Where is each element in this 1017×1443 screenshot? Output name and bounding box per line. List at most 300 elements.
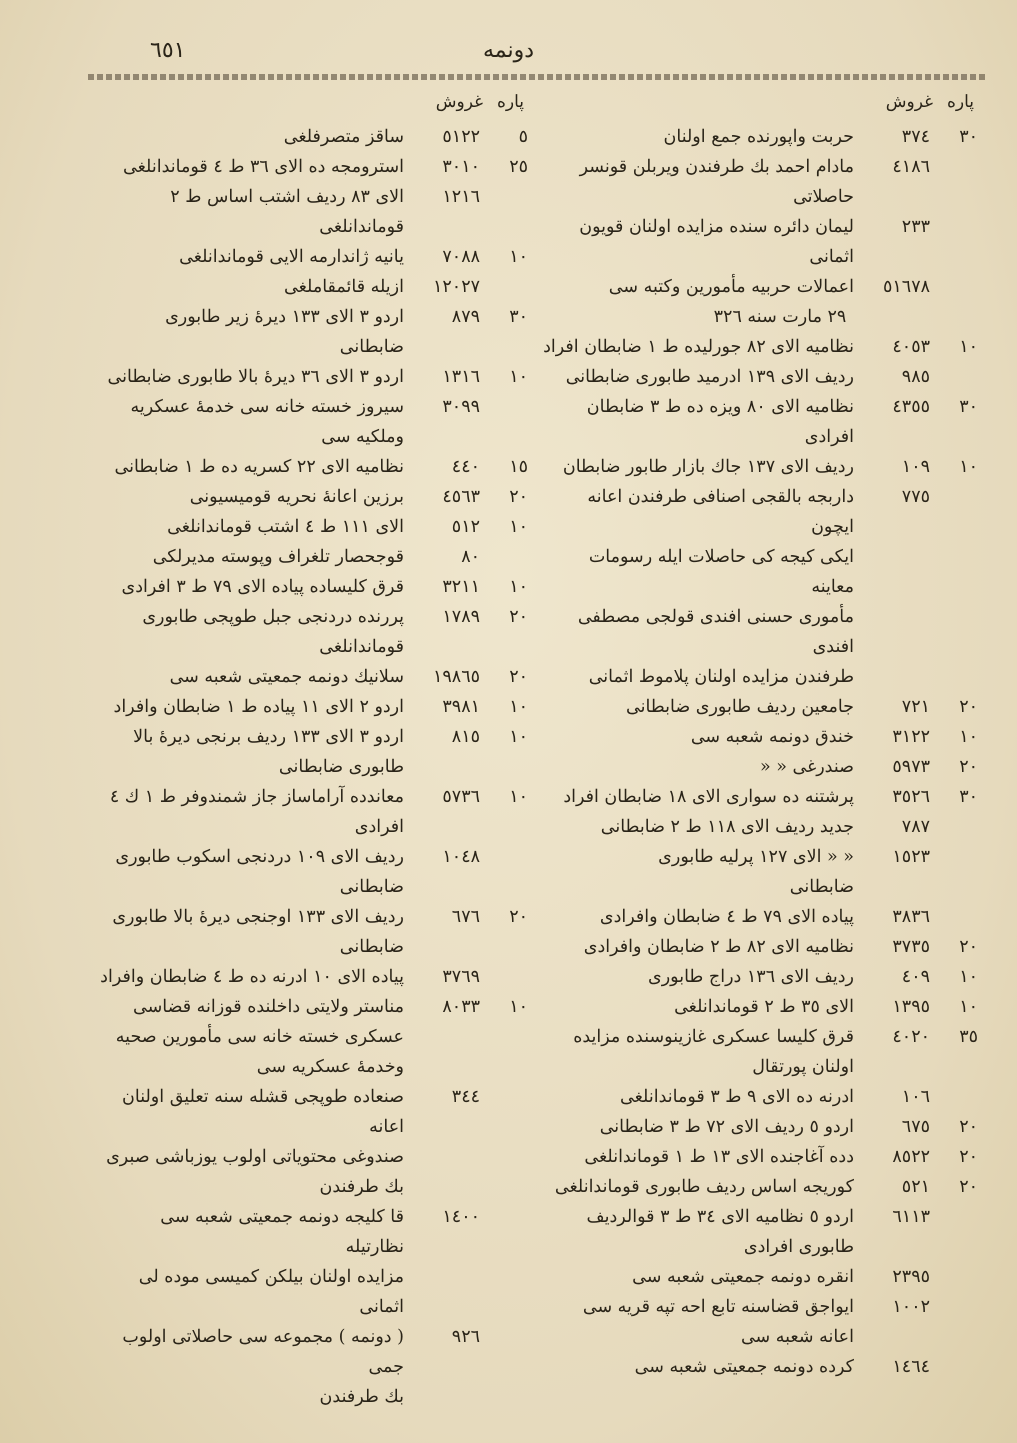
- entry-row: [542, 182, 978, 212]
- entry-row: [98, 932, 528, 962]
- entry-ghurush: ١٣٩٥: [892, 997, 930, 1017]
- entry-desc: جامعين رديف طابوری ضابطانی: [625, 697, 854, 717]
- entry-row: [98, 1052, 528, 1082]
- entry-ghurush: [860, 602, 930, 662]
- entry-ghurush: ٥١٢٢: [442, 127, 480, 147]
- entry-row: [98, 242, 528, 272]
- entry-ghurush: ٣٨٣٦: [892, 907, 930, 927]
- entry-ghurush: [410, 332, 480, 362]
- entry-row: [542, 812, 978, 842]
- entry-para: [486, 1142, 528, 1172]
- page-header: [90, 30, 927, 70]
- entry-para: [936, 842, 978, 872]
- entry-row: [98, 422, 528, 452]
- entry-row: [542, 482, 978, 542]
- entry-desc: جديد رديف الای ١١٨ ط ٢ ضابطانی: [600, 817, 854, 837]
- entry-row: [542, 692, 978, 722]
- entry-ghurush: [860, 872, 930, 902]
- entry-desc: رديف الای ١٣٣ اوجنجی ديرۀ بالا طابوری: [112, 907, 404, 927]
- entry-desc: اعمالات حربيه مأمورين وكتبه سی: [608, 277, 854, 297]
- entry-row: [98, 602, 528, 632]
- entries-list: [98, 122, 528, 1412]
- entry-row: [542, 1262, 978, 1292]
- entry-row: [98, 392, 528, 422]
- entry-row: [98, 902, 528, 932]
- entry-ghurush: ٧٨٧: [901, 817, 930, 837]
- column-header: [98, 92, 528, 112]
- entry-row: [98, 512, 528, 542]
- entry-para: [936, 1352, 978, 1382]
- entry-row: [542, 1052, 978, 1082]
- entry-ghurush: ٤٠٥٣: [892, 337, 930, 357]
- entry-ghurush: [410, 752, 480, 782]
- entry-para: [936, 662, 978, 692]
- entry-ghurush: ١٩٨٦٥: [433, 667, 480, 687]
- entry-row: [542, 392, 978, 452]
- entry-ghurush: ٥٩٧٣: [892, 757, 930, 777]
- entry-para: [486, 1382, 528, 1412]
- entry-desc: صندرغی « «: [759, 757, 854, 777]
- entry-row: [98, 572, 528, 602]
- entry-desc: اردو ٥ رديف الای ٧٢ ط ٣ ضابطانی: [599, 1117, 854, 1137]
- entry-ghurush: ٥١٦٧٨: [883, 277, 930, 297]
- entry-para: ١٥: [509, 457, 528, 477]
- entry-para: ٢٠: [959, 1117, 978, 1137]
- date-note: [542, 302, 978, 332]
- entry-desc: پياده الای ١٠ ادرنه ده ط ٤ ضابطان وافراد: [100, 967, 404, 987]
- entry-ghurush: [410, 422, 480, 452]
- entry-para: [936, 1052, 978, 1082]
- entry-para: [936, 902, 978, 932]
- entry-ghurush: ١٤٦٤: [892, 1357, 930, 1377]
- entry-para: [936, 1292, 978, 1322]
- entry-row: [542, 1112, 978, 1142]
- entry-desc: رديف الای ١٣٦ دراج طابوری: [648, 967, 854, 987]
- entry-desc: طابوری افرادی: [743, 1237, 854, 1257]
- entry-para: [486, 422, 528, 452]
- entry-ghurush: [860, 542, 930, 602]
- entry-para: [486, 542, 528, 572]
- entry-ghurush: ١٠٩: [901, 457, 930, 477]
- entry-ghurush: ٣٢١١: [442, 577, 480, 597]
- entry-para: [486, 872, 528, 902]
- entry-row: [98, 752, 528, 782]
- entry-desc: خندق دونمه شعبه سی: [690, 727, 854, 747]
- entry-row: [542, 992, 978, 1022]
- entry-ghurush: ١٢٠٢٧: [433, 277, 480, 297]
- entry-para: [936, 212, 978, 272]
- entry-ghurush: [860, 1052, 930, 1082]
- entry-desc: افرادی: [354, 817, 404, 837]
- entry-row: [542, 1172, 978, 1202]
- entry-desc: ضابطانی: [789, 877, 854, 897]
- entry-ghurush: ٦١١٣: [892, 1207, 930, 1227]
- entry-para: [486, 932, 528, 962]
- entry-ghurush: [410, 872, 480, 902]
- entry-ghurush: ٦٧٥: [901, 1117, 930, 1137]
- entry-para: [486, 752, 528, 782]
- entry-para: [486, 392, 528, 422]
- entry-ghurush: ٤٥٦٣: [442, 487, 480, 507]
- entry-desc: مزايده اولنان بيلكن كميسی موده لی اثمانی: [138, 1267, 404, 1317]
- entry-desc: ضابطانی: [339, 337, 404, 357]
- entry-para: ١٠: [959, 967, 978, 987]
- entry-desc: طابوری ضابطانی: [278, 757, 404, 777]
- entry-ghurush: [410, 1382, 480, 1412]
- entry-row: [98, 452, 528, 482]
- entry-desc: اردو ٥ نظاميه الای ٣٤ ط ٣ قوالردیف: [586, 1207, 854, 1227]
- entry-ghurush: ٨٠: [461, 547, 480, 567]
- entry-ghurush: ١٣١٦: [442, 367, 480, 387]
- entry-desc: وخدمۀ عسكريه سی: [256, 1057, 404, 1077]
- entry-para: [486, 632, 528, 662]
- entry-para: [936, 152, 978, 182]
- entry-row: [542, 1202, 978, 1232]
- left-column: [98, 92, 528, 1412]
- entry-ghurush: ٣٤٤: [451, 1087, 480, 1107]
- entry-ghurush: ١٢١٦: [442, 187, 480, 207]
- entry-ghurush: ٤١٨٦: [892, 157, 930, 177]
- entry-row: [98, 662, 528, 692]
- entry-row: [542, 872, 978, 902]
- entry-desc: ازيله قائمقاملغی: [284, 277, 404, 297]
- entry-para: ٣٠: [959, 787, 978, 807]
- entry-desc: داربجه بالقجی اصنافی طرفندن اعانه ایچون: [587, 487, 854, 537]
- entry-para: ٢٠: [509, 667, 528, 687]
- entry-ghurush: ٧٠٨٨: [442, 247, 480, 267]
- entry-row: [542, 782, 978, 812]
- entry-para: [936, 182, 978, 212]
- entry-para: ١٠: [509, 997, 528, 1017]
- entry-ghurush: ٥٧٣٦: [442, 787, 480, 807]
- entry-desc: رديف الای ١٣٧ جاك بازار طابور ضابطان: [562, 457, 854, 477]
- para-label: پاره: [946, 92, 974, 112]
- entry-ghurush: ٨٥٢٢: [892, 1147, 930, 1167]
- entry-para: [486, 1262, 528, 1322]
- entry-ghurush: [410, 1022, 480, 1052]
- entry-ghurush: ٣٧٦٩: [442, 967, 480, 987]
- entry-desc: مناستر ولايتی داخلنده قوزانه قضاسی: [132, 997, 404, 1017]
- entry-para: [936, 1322, 978, 1352]
- entry-ghurush: ٨٧٩: [451, 307, 480, 327]
- entry-para: ١٠: [959, 337, 978, 357]
- entry-row: [542, 962, 978, 992]
- entry-para: ١٠: [509, 727, 528, 747]
- entry-ghurush: ٥١٢: [451, 517, 480, 537]
- entry-desc: نظاميه الای ٨٠ ويزه ده ط ٣ ضابطان افرادی: [586, 397, 854, 447]
- entry-para: [936, 1082, 978, 1112]
- entry-desc: پياده الای ٧٩ ط ٤ ضابطان وافرادی: [599, 907, 854, 927]
- entry-para: ١٠: [509, 247, 528, 267]
- entry-row: [98, 332, 528, 362]
- entry-row: [98, 182, 528, 242]
- entry-desc: پرشتنه ده سواری الای ١٨ ضابطان افراد: [563, 787, 854, 807]
- entry-para: [486, 1082, 528, 1142]
- entry-row: [542, 1232, 978, 1262]
- entry-para: ٣٠: [509, 307, 528, 327]
- entry-row: [98, 1262, 528, 1322]
- entry-desc: رديف الای ١٣٩ ادرميد طابوری ضابطانی: [565, 367, 854, 387]
- entry-ghurush: ٩٨٥: [901, 367, 930, 387]
- entry-row: [542, 542, 978, 602]
- entry-row: [98, 842, 528, 872]
- entry-row: [98, 962, 528, 992]
- entry-row: [98, 1172, 528, 1202]
- entry-para: ٢٠: [959, 937, 978, 957]
- para-label: پاره: [496, 92, 524, 112]
- entry-desc: مأموری حسنی افندی قولجی مصطفی افندی: [577, 607, 854, 657]
- entry-para: [936, 872, 978, 902]
- entry-ghurush: [860, 1232, 930, 1262]
- entry-row: [542, 1142, 978, 1172]
- entry-para: ١٠: [509, 577, 528, 597]
- entry-desc: اردو ٣ الای ٣٦ ديرۀ بالا طابوری ضابطانی: [107, 367, 404, 387]
- entry-ghurush: ١٠٦: [901, 1087, 930, 1107]
- entry-desc: نظاميه الای ٨٢ ط ٢ ضابطان وافرادی: [583, 937, 854, 957]
- running-title: دونمه: [482, 38, 535, 63]
- entry-desc: انقره دونمه جمعيتی شعبه سی: [632, 1267, 854, 1287]
- entry-para: [486, 812, 528, 842]
- entry-desc: ادرنه ده الای ٩ ط ٣ قوماندانلغی: [620, 1087, 854, 1107]
- entry-para: ٢٠: [509, 487, 528, 507]
- entry-desc: كوريجه اساس رديف طابوری قوماندانلغی: [554, 1177, 854, 1197]
- entry-row: [542, 212, 978, 272]
- entry-ghurush: [410, 812, 480, 842]
- ghurush-label: غروش: [885, 92, 933, 112]
- entry-row: [98, 1082, 528, 1142]
- entry-row: [542, 122, 978, 152]
- entry-desc: قرق كليساده پياده الای ٧٩ ط ٣ افرادی: [121, 577, 404, 597]
- entry-desc: دده آغاجنده الای ١٣ ط ١ قوماندانلغی: [584, 1147, 854, 1167]
- entry-row: [542, 932, 978, 962]
- entry-para: [486, 332, 528, 362]
- entry-desc: اردو ٣ الای ١٣٣ رديف برنجی ديرۀ بالا: [133, 727, 404, 747]
- entry-desc: رديف الای ١٠٩ دردنجی اسكوب طابوری: [115, 847, 404, 867]
- entry-row: [542, 722, 978, 752]
- entry-row: [98, 302, 528, 332]
- right-column: [542, 92, 978, 1382]
- entry-row: [98, 1382, 528, 1412]
- entry-desc: ايكی كيجه كی حاصلات ايله رسومات معاينه: [588, 547, 854, 597]
- entry-para: ١٠: [959, 457, 978, 477]
- entry-para: ٢٠: [509, 907, 528, 927]
- entry-row: [98, 692, 528, 722]
- entry-row: [98, 812, 528, 842]
- entry-row: [542, 272, 978, 302]
- entry-ghurush: [410, 632, 480, 662]
- entry-desc: نظاميه الای ٨٢ جورليده ط ١ ضابطان افراد: [543, 337, 854, 357]
- entry-row: [98, 152, 528, 182]
- entry-para: [486, 1322, 528, 1382]
- entry-para: ١٠: [509, 787, 528, 807]
- entry-desc: برزين اعانۀ نحريه قوميسيونی: [189, 487, 404, 507]
- entry-desc: اردو ٣ الای ١٣٣ ديرۀ زير طابوری: [165, 307, 404, 327]
- entry-desc: وملكيه سی: [321, 427, 404, 447]
- entry-ghurush: ٧٧٥: [901, 487, 930, 507]
- entry-para: ٢٠: [959, 697, 978, 717]
- entry-row: [542, 1322, 978, 1352]
- entry-desc: ضابطانی: [339, 937, 404, 957]
- entry-para: [486, 1052, 528, 1082]
- entry-row: [542, 362, 978, 392]
- entry-ghurush: ٨٠٣٣: [442, 997, 480, 1017]
- entry-row: [98, 872, 528, 902]
- entry-para: ٥: [518, 127, 528, 147]
- entry-ghurush: [410, 1172, 480, 1202]
- entry-desc: نظاميه الای ٢٢ كسريه ده ط ١ ضابطانی: [114, 457, 404, 477]
- entry-desc: مادام احمد بك طرفندن ويربلن قونسر: [579, 157, 854, 177]
- entry-desc: ضابطانی: [339, 877, 404, 897]
- entry-para: [486, 1022, 528, 1052]
- entry-ghurush: ٥٢١: [901, 1177, 930, 1197]
- entry-row: [542, 452, 978, 482]
- entry-ghurush: ١٤٠٠: [442, 1207, 480, 1227]
- entry-para: ١٠: [959, 727, 978, 747]
- entry-desc: حربت واپورنده جمع اولنان: [663, 127, 854, 147]
- entry-desc: ٢٩ مارت سنه ٣٢٦: [713, 307, 847, 327]
- entry-row: [542, 152, 978, 182]
- entry-desc: طرفندن مزايده اولنان پلاموط اثمانی: [588, 667, 854, 687]
- entry-row: [98, 632, 528, 662]
- entry-para: ٢٠: [959, 1147, 978, 1167]
- entry-ghurush: ١٠٤٨: [442, 847, 480, 867]
- entry-para: [936, 1202, 978, 1232]
- entry-para: ٣٠: [959, 397, 978, 417]
- entry-desc: اعانه شعبه سی: [740, 1327, 854, 1347]
- entry-row: [542, 602, 978, 662]
- entry-para: [486, 842, 528, 872]
- entry-desc: سيروز خسته خانه سی خدمۀ عسكريه: [130, 397, 404, 417]
- entry-para: ٢٥: [509, 157, 528, 177]
- entry-desc: ايواجق قضاسنه تابع احه تپه قريه سی: [582, 1297, 854, 1317]
- page-number: ٦٥١: [150, 38, 186, 63]
- entry-para: [486, 272, 528, 302]
- entry-row: [542, 1292, 978, 1322]
- entry-row: [542, 1352, 978, 1382]
- entry-ghurush: ٣٠٩٩: [442, 397, 480, 417]
- entry-row: [98, 362, 528, 392]
- entry-ghurush: ٦٧٦: [451, 907, 480, 927]
- entry-para: [936, 542, 978, 602]
- entry-row: [542, 662, 978, 692]
- entry-para: [486, 1202, 528, 1262]
- entry-row: [98, 272, 528, 302]
- entry-desc: الای ٨٣ رديف اشتب اساس ط ٢ قوماندانلغی: [170, 187, 404, 237]
- entry-row: [98, 992, 528, 1022]
- entry-ghurush: ٢٣٩٥: [892, 1267, 930, 1287]
- entry-para: ١٠: [509, 367, 528, 387]
- entry-desc: پررنده دردنجی جبل طوپجی طابوری: [142, 607, 404, 627]
- entry-row: [98, 122, 528, 152]
- entry-para: ١٠: [509, 697, 528, 717]
- entry-row: [98, 722, 528, 752]
- entry-para: [936, 602, 978, 662]
- header-rule: [88, 74, 985, 80]
- entry-para: ٢٠: [959, 757, 978, 777]
- entry-row: [98, 1022, 528, 1052]
- entry-ghurush: ١٧٨٩: [442, 607, 480, 627]
- entry-ghurush: [410, 1052, 480, 1082]
- entry-ghurush: ٣٠١٠: [442, 157, 480, 177]
- entry-para: [936, 482, 978, 542]
- entry-row: [542, 1022, 978, 1052]
- entry-para: [486, 182, 528, 242]
- entry-ghurush: [860, 182, 930, 212]
- entry-desc: يانيه ژاندارمه الايی قوماندانلغی: [179, 247, 404, 267]
- entry-ghurush: ٣٧٤: [901, 127, 930, 147]
- entry-desc: قوماندانلغی: [319, 637, 404, 657]
- entry-ghurush: [860, 1322, 930, 1352]
- entry-desc: ساقز متصرفلغی: [283, 127, 404, 147]
- entry-desc: ليمان دائره سنده مزايده اولنان قويون اثمانی: [579, 217, 854, 267]
- entry-row: [98, 782, 528, 812]
- entry-ghurush: ٣١٢٢: [892, 727, 930, 747]
- entry-desc: صندوغی محتوياتی اولوب يوزباشی صبری: [106, 1147, 404, 1167]
- entry-row: [98, 1202, 528, 1262]
- entry-ghurush: ٤٠٢٠: [892, 1027, 930, 1047]
- entry-para: ٢٠: [959, 1177, 978, 1197]
- entry-desc: استرومجه ده الای ٣٦ ط ٤ قوماندانلغی: [123, 157, 404, 177]
- entry-para: ١٠: [509, 517, 528, 537]
- entry-ghurush: ٤٠٩: [901, 967, 930, 987]
- entry-desc: بك طرفندن: [319, 1177, 404, 1197]
- entry-desc: اولنان پورتقال: [752, 1057, 854, 1077]
- entry-desc: سلانيك دونمه جمعيتی شعبه سی: [169, 667, 404, 687]
- entry-para: [936, 1262, 978, 1292]
- entry-desc: اردو ٢ الای ١١ پياده ط ١ ضابطان وافراد: [113, 697, 404, 717]
- entry-ghurush: ١٠٠٢: [892, 1297, 930, 1317]
- entry-ghurush: ٩٢٦: [451, 1327, 480, 1347]
- entry-ghurush: [410, 932, 480, 962]
- entry-ghurush: ٤٣٥٥: [892, 397, 930, 417]
- entry-para: [936, 362, 978, 392]
- entry-desc: بك طرفندن: [319, 1387, 404, 1407]
- entry-desc: ( دونمه ) مجموعه سی حاصلاتی اولوب جمی: [122, 1327, 404, 1377]
- entry-row: [542, 1082, 978, 1112]
- entry-ghurush: ٧٢١: [901, 697, 930, 717]
- entry-ghurush: ٤٤٠: [451, 457, 480, 477]
- entry-desc: صنعاده طوپجی قشله سنه تعليق اولنان اعانه: [122, 1087, 404, 1137]
- entry-desc: الای ١١١ ط ٤ اشتب قوماندانلغی: [167, 517, 404, 537]
- entry-ghurush: ٣٥٢٦: [892, 787, 930, 807]
- column-header: [542, 92, 978, 112]
- entry-desc: قا كليجه دونمه جمعيتی شعبه سی نظارتيله: [160, 1207, 404, 1257]
- entry-para: ٣٠: [959, 127, 978, 147]
- entry-row: [98, 542, 528, 572]
- entry-desc: قرق كليسا عسكری غازينوسنده مزايده: [573, 1027, 854, 1047]
- entry-ghurush: ٣٩٨١: [442, 697, 480, 717]
- entry-row: [542, 842, 978, 872]
- entry-para: [486, 1172, 528, 1202]
- entry-para: [936, 272, 978, 302]
- entry-desc: « « الای ١٢٧ پرليه طابوری: [658, 847, 854, 867]
- entry-row: [98, 482, 528, 512]
- entry-ghurush: [410, 1262, 480, 1322]
- entry-desc: كرده دونمه جمعيتی شعبه سی: [634, 1357, 854, 1377]
- entry-desc: حاصلاتی: [793, 187, 854, 207]
- entries-list: [542, 122, 978, 1382]
- entry-para: ٢٠: [509, 607, 528, 627]
- entry-para: [936, 812, 978, 842]
- entry-row: [542, 752, 978, 782]
- entry-ghurush: ٣٧٣٥: [892, 937, 930, 957]
- entry-desc: معاندده آراماساز جاز شمندوفر ط ١ ك ٤: [109, 787, 404, 807]
- ghurush-label: غروش: [435, 92, 483, 112]
- entry-para: ١٠: [959, 997, 978, 1017]
- entry-desc: عسكری خسته خانه سی مأمورين صحيه: [115, 1027, 404, 1047]
- entry-ghurush: ٨١٥: [451, 727, 480, 747]
- entry-ghurush: ١٥٢٣: [892, 847, 930, 867]
